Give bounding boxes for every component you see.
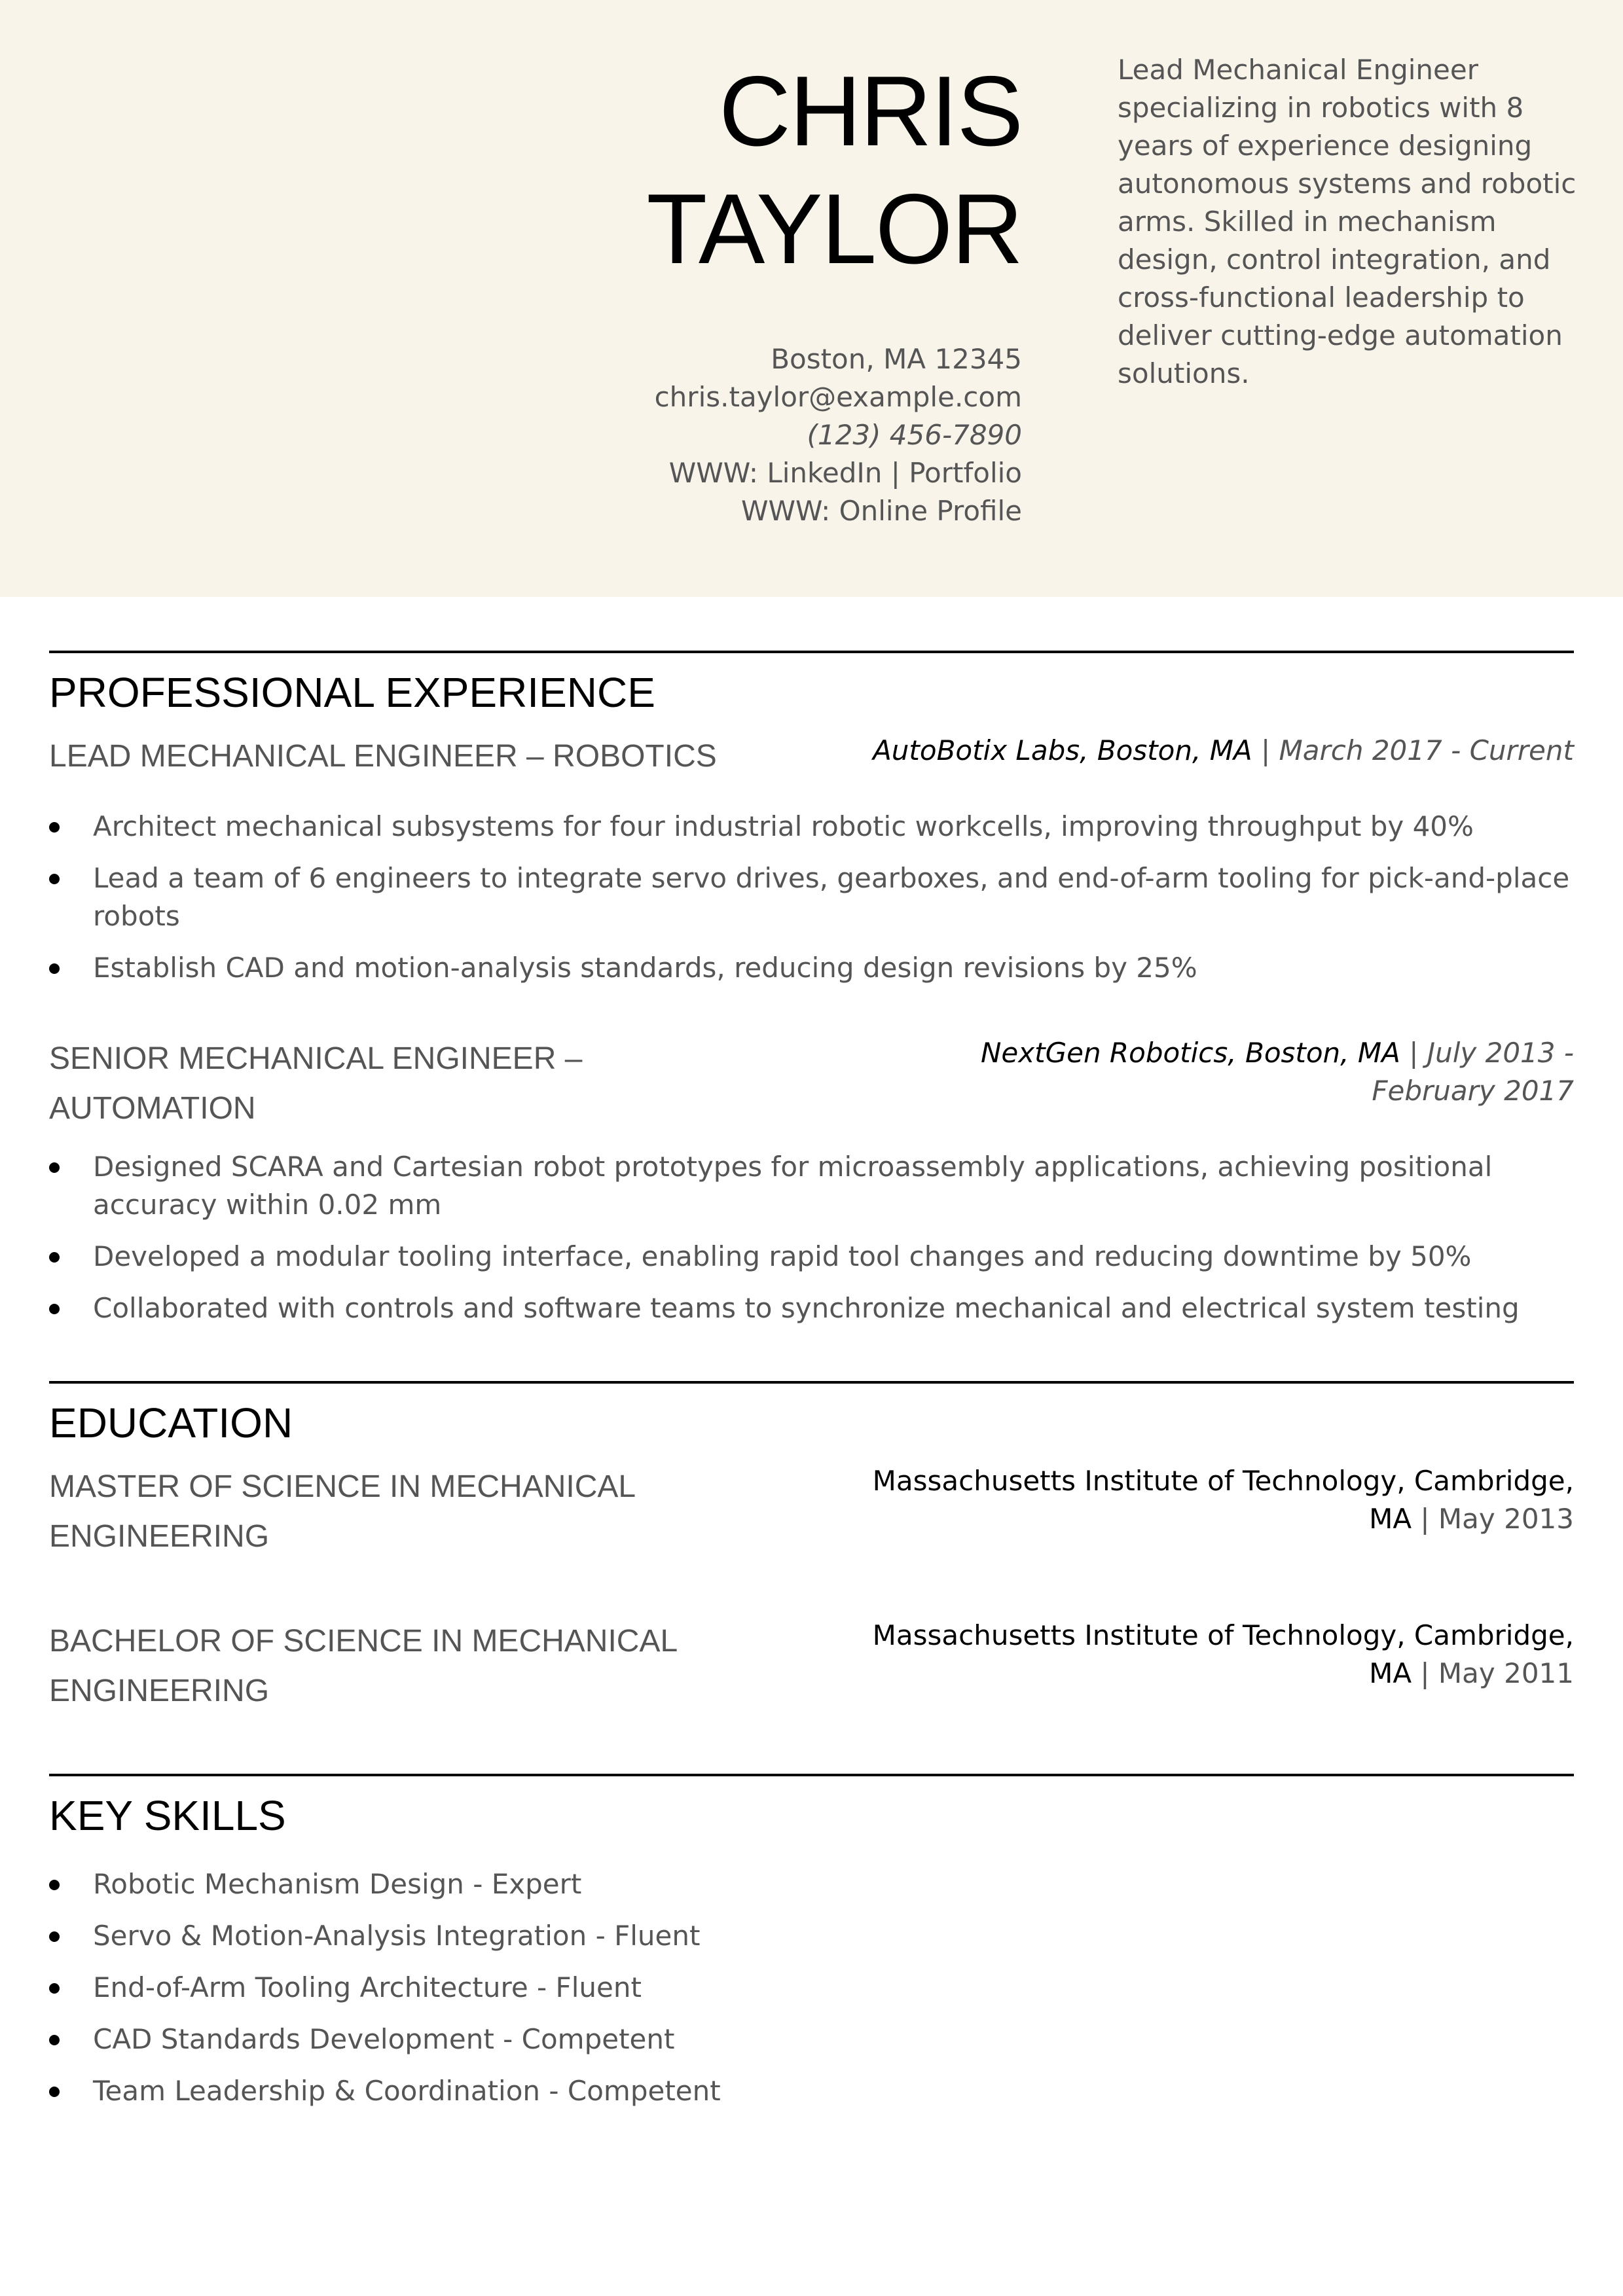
job-company: NextGen Robotics <box>981 1037 1228 1069</box>
professional-summary: Lead Mechanical Engineer specializing in robotics with 8 years of experience designing autonomous systems and robotic arms. Skilled in mechanism design, control integration, and cross-functional leadership to deliver cutting-edge automation solutions. <box>1118 54 1577 389</box>
contact-profile[interactable]: WWW: Online Profile <box>740 495 1022 527</box>
education-section <box>49 1381 1574 1716</box>
list-item: Establish CAD and motion-analysis standards, reducing design revisions by 25% <box>49 949 1574 987</box>
list-item: Collaborated with controls and software teams to synchronize mechanical and electrical system testing <box>49 1289 1574 1327</box>
degree-title: BACHELOR OF SCIENCE IN MECHANICAL ENGINEERING <box>49 1624 677 1708</box>
job-title: LEAD MECHANICAL ENGINEER – ROBOTICS <box>49 739 717 774</box>
section-divider <box>49 651 1574 653</box>
job-meta: AutoBotix Labs, Boston, MA | March 2017 - Current <box>873 734 1574 766</box>
experience-heading: PROFESSIONAL EXPERIENCE <box>49 669 655 716</box>
contact-links[interactable]: WWW: LinkedIn | Portfolio <box>668 457 1022 489</box>
job-dates: March 2017 - Current <box>1279 734 1574 766</box>
job-bullets <box>49 808 1574 987</box>
list-item: Developed a modular tooling interface, enabling rapid tool changes and reducing downtime by 50% <box>49 1238 1574 1276</box>
school-name: Massachusetts Institute of Technology, Cambridge, MA <box>872 1619 1574 1689</box>
education-meta: Massachusetts Institute of Technology, Cambridge, MA | May 2011 <box>872 1619 1574 1689</box>
list-item: Team Leadership & Coordination - Competent <box>49 2072 1574 2110</box>
job-location: Boston, MA <box>1097 734 1252 766</box>
contact-location: Boston, MA 12345 <box>771 343 1022 375</box>
degree-date: May 2011 <box>1438 1657 1574 1689</box>
job-entry <box>49 732 1574 987</box>
list-item: Servo & Motion-Analysis Integration - Fluent <box>49 1917 1574 1955</box>
degree-date: May 2013 <box>1438 1503 1574 1535</box>
job-dates: July 2013 - February 2017 <box>1372 1037 1574 1107</box>
job-company: AutoBotix Labs <box>873 734 1080 766</box>
education-heading: EDUCATION <box>49 1399 293 1446</box>
skills-heading: KEY SKILLS <box>49 1792 286 1839</box>
last-name: TAYLOR <box>646 173 1022 285</box>
list-item: Architect mechanical subsystems for four industrial robotic workcells, improving throughput by 40% <box>49 808 1574 846</box>
list-item: Lead a team of 6 engineers to integrate servo drives, gearboxes, and end-of-arm tooling for pick-and-place robots <box>49 859 1574 935</box>
header-band <box>0 0 1623 597</box>
school-name: Massachusetts Institute of Technology, Cambridge, MA <box>872 1465 1574 1535</box>
list-item: Robotic Mechanism Design - Expert <box>49 1865 1574 1903</box>
first-name: CHRIS <box>719 56 1022 167</box>
degree-title: MASTER OF SCIENCE IN MECHANICAL ENGINEERING <box>49 1469 635 1554</box>
section-divider <box>49 1774 1574 1776</box>
job-entry <box>49 1034 1574 1327</box>
skills-section <box>49 1774 1574 2110</box>
education-meta: Massachusetts Institute of Technology, Cambridge, MA | May 2013 <box>872 1465 1574 1535</box>
experience-section <box>49 651 1574 1327</box>
skills-list <box>49 1865 1574 2110</box>
list-item: CAD Standards Development - Competent <box>49 2020 1574 2058</box>
job-meta: NextGen Robotics, Boston, MA | July 2013 - February 2017 <box>981 1037 1574 1107</box>
job-title: SENIOR MECHANICAL ENGINEER – AUTOMATION <box>49 1041 583 1126</box>
section-divider <box>49 1381 1574 1384</box>
contact-phone[interactable]: (123) 456-7890 <box>807 419 1022 451</box>
education-entry <box>49 1617 1574 1716</box>
contact-email[interactable]: chris.taylor@example.com <box>654 381 1022 413</box>
contact-block <box>655 340 1022 530</box>
job-bullets <box>49 1148 1574 1327</box>
candidate-name <box>646 52 1022 288</box>
list-item: Designed SCARA and Cartesian robot prototypes for microassembly applications, achieving positional accuracy within 0.02 mm <box>49 1148 1574 1224</box>
education-entry <box>49 1462 1574 1562</box>
list-item: End-of-Arm Tooling Architecture - Fluent <box>49 1969 1574 2007</box>
job-location: Boston, MA <box>1245 1037 1400 1069</box>
